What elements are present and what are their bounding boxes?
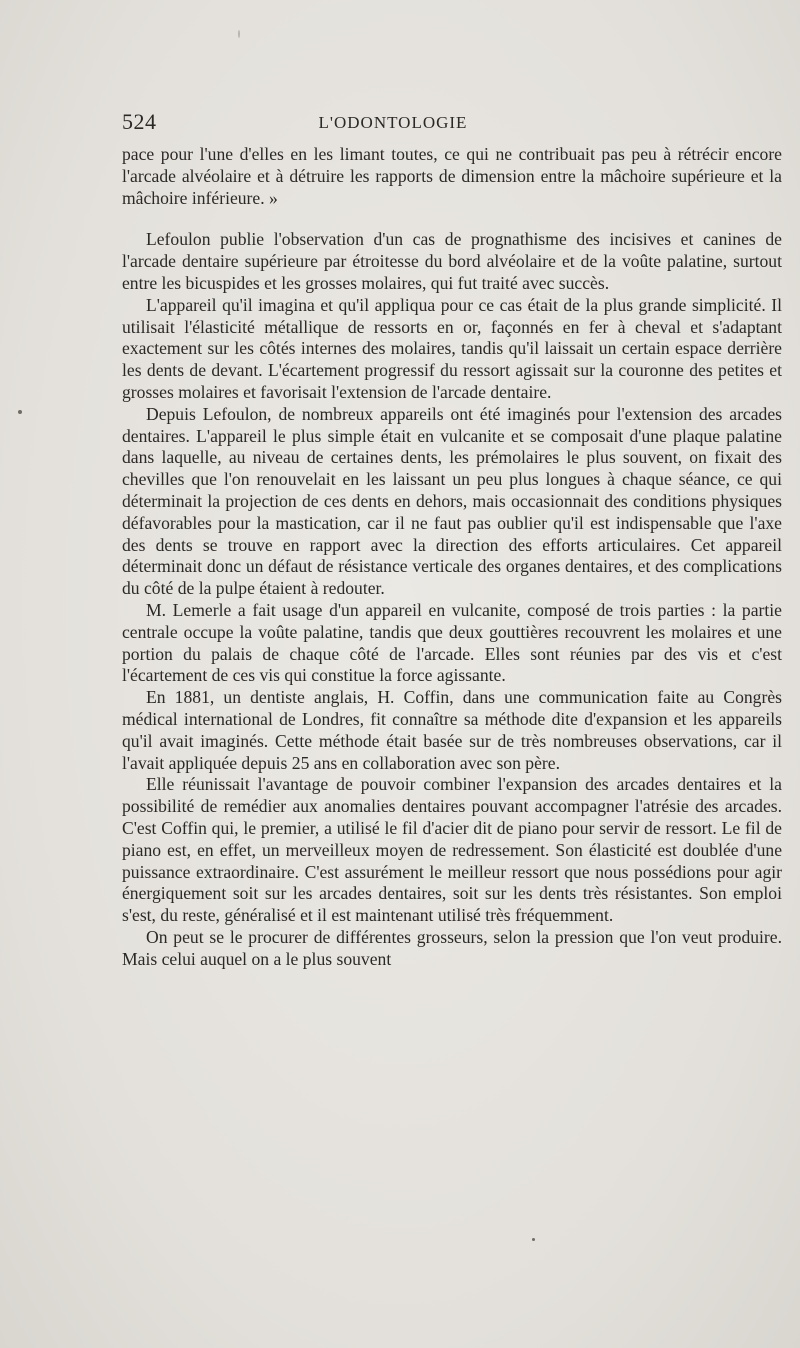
paragraph-lefoulon-observation: Lefoulon publie l'observation d'un cas de prognathisme des incisives et canines de l'arcade dentaire supérieure par étroitesse du bord alvéolaire et de la voûte palatine, surtout entre les bicuspides et les grosses molaires, qui fut traité avec succès. (122, 229, 782, 293)
print-speck (238, 30, 240, 38)
paragraph-vulcanite-appliances: Depuis Lefoulon, de nombreux appareils ont été imaginés pour l'extension des arcades dentaires. L'appareil le plus simple était en vulcanite et se composait d'une plaque palatine dans laquelle, au niveau de certaines dents, les prémolaires le plus souvent, on fixait des chevilles que l'on renouvelait en les laissant un peu plus longues à chaque séance, ce qui déterminait la projection de ces dents en dehors, mais occasionnait des conditions physiques défavorables pour la mastication, car il ne faut pas oublier qu'il est indispensable que l'axe des dents se trouve en rapport avec la direction des efforts articulaires. Cet appareil déterminait donc un défaut de résistance verticale des organes dentaires, et des complications du côté de la pulpe étaient à redouter. (122, 403, 782, 599)
print-speck (532, 1238, 535, 1241)
page-header (122, 110, 782, 134)
paragraph-piano-wire: Elle réunissait l'avantage de pouvoir combiner l'expansion des arcades dentaires et la possibilité de remédier aux anomalies dentaires pouvant accompagner l'atrésie des arcades. C'est Coffin qui, le premier, a utilisé le fil d'acier dit de piano pour servir de ressort. Le fil de piano est, en effet, un merveilleux moyen de redressement. Son élasticité est doublée d'une puissance extraordinaire. C'est assurément le meilleur ressort que nous possédions pour agir énergiquement soit sur les arcades dentaires, soit sur les dents très résistantes. Son emploi s'est, du reste, généralisé et il est maintenant utilisé très fréquemment. (122, 774, 782, 926)
paragraph-lefoulon-appliance: L'appareil qu'il imagina et qu'il appliqua pour ce cas était de la plus grande simplicité. Il utilisait l'élasticité métallique de ressorts en or, façonnés en fer à cheval et s'adaptant exactement sur les côtés internes des molaires, tandis qu'il laissait un certain espace derrière les dents de devant. L'écartement progressif du ressort agissait sur la couronne des petites et grosses molaires et favorisait l'extension de l'arcade dentaire. (122, 294, 782, 402)
body-text (122, 144, 782, 970)
print-speck (18, 410, 22, 414)
paragraph-lemerle: M. Lemerle a fait usage d'un appareil en vulcanite, composé de trois parties : la partie centrale occupe la voûte palatine, tandis que deux gouttières recouvrent les molaires et une portion du palais de chaque côté de l'arcade. Elles sont réunies par des vis et c'est l'écartement de ces vis qui constitue la force agissante. (122, 599, 782, 686)
page-number: 524 (122, 109, 157, 134)
paragraph-continuation: pace pour l'une d'elles en les limant toutes, ce qui ne contribuait pas peu à rétrécir encore l'arcade alvéolaire et à détruire les rapports de dimension entre la mâchoire supérieure et la mâchoire inférieure. » (122, 144, 782, 208)
running-title: L'ODONTOLOGIE (318, 113, 468, 132)
paragraph-wire-sizes: On peut se le procurer de différentes grosseurs, selon la pression que l'on veut produire. Mais celui auquel on a le plus souvent (122, 926, 782, 969)
paragraph-coffin: En 1881, un dentiste anglais, H. Coffin, dans une communication faite au Congrès médical international de Londres, fit connaître sa méthode dite d'expansion et les appareils qu'il avait imaginés. Cette méthode était basée sur de très nombreuses observations, car il l'avait appliquée depuis 25 ans en collaboration avec son père. (122, 687, 782, 773)
